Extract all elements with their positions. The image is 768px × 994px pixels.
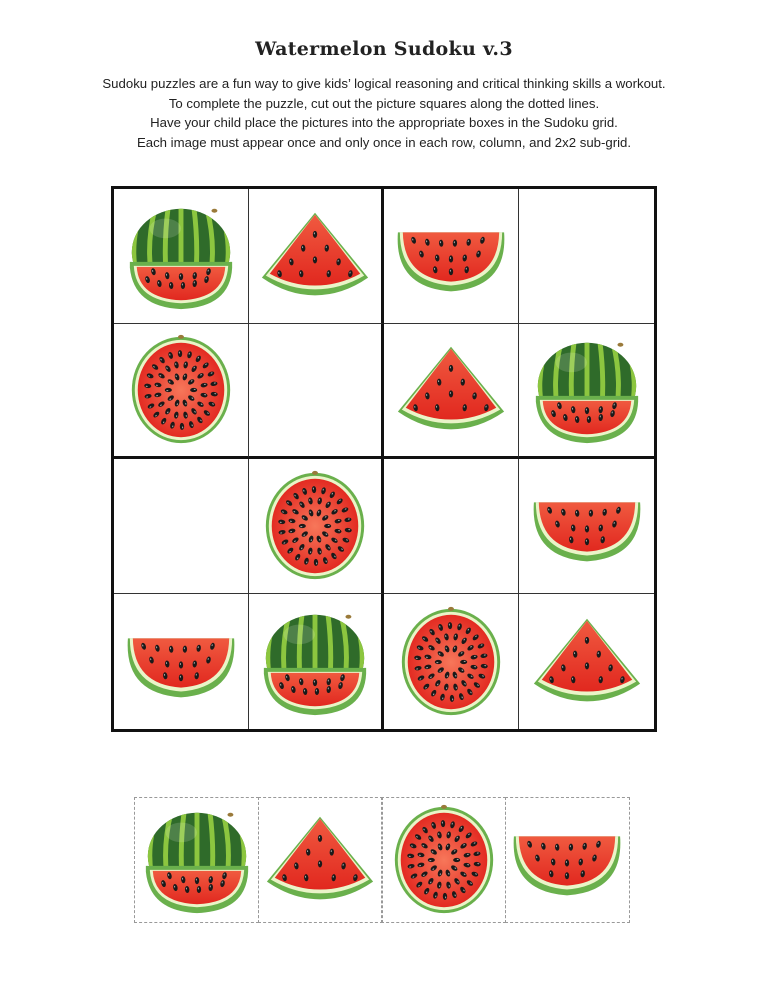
cutout-square-1[interactable]: [134, 797, 259, 923]
grid-cell-r4c3: [384, 594, 519, 729]
empty-grid-cell-r2c2[interactable]: [249, 324, 384, 459]
grid-cell-r1c1: [114, 189, 249, 324]
instruction-line-2: To complete the puzzle, cut out the picture squares along the dotted lines.: [168, 95, 600, 111]
instructions: [0, 74, 768, 152]
empty-grid-cell-r3c3[interactable]: [384, 459, 519, 594]
grid-cell-r2c4: [519, 324, 654, 459]
instruction-line-1: Sudoku puzzles are a fun way to give kids’ logical reasoning and critical thinking skills a workout.: [102, 76, 666, 91]
instruction-line-4: Each image must appear once and only once in each row, column, and 2x2 sub-grid.: [136, 134, 632, 150]
watermelon-round-slice-icon: [256, 467, 374, 585]
grid-cell-r3c2: [249, 459, 384, 594]
watermelon-half-slice-icon: [122, 603, 240, 721]
cutout-square-4[interactable]: [505, 797, 630, 923]
watermelon-round-slice-icon: [392, 603, 510, 721]
grid-cell-r2c1: [114, 324, 249, 459]
watermelon-round-slice-icon: [122, 331, 240, 449]
grid-cell-r1c2: [249, 189, 384, 324]
grid-cell-r4c4: [519, 594, 654, 729]
whole-watermelon-with-slice-icon: [138, 801, 256, 919]
watermelon-round-slice-icon: [385, 801, 503, 919]
grid-cell-r3c4: [519, 459, 654, 594]
sudoku-grid: [111, 186, 657, 732]
watermelon-wedge-icon: [392, 331, 510, 449]
whole-watermelon-with-slice-icon: [528, 331, 646, 449]
watermelon-half-slice-icon: [508, 801, 626, 919]
watermelon-wedge-icon: [256, 197, 374, 315]
cutout-strip: [134, 797, 634, 923]
empty-grid-cell-r1c4[interactable]: [519, 189, 654, 324]
empty-grid-cell-r3c1[interactable]: [114, 459, 249, 594]
cutout-square-2[interactable]: [258, 797, 383, 923]
grid-cell-r4c2: [249, 594, 384, 729]
whole-watermelon-with-slice-icon: [122, 197, 240, 315]
cutout-square-3[interactable]: [381, 797, 506, 923]
watermelon-wedge-icon: [528, 603, 646, 721]
whole-watermelon-with-slice-icon: [256, 603, 374, 721]
watermelon-wedge-icon: [261, 801, 379, 919]
grid-cell-r2c3: [384, 324, 519, 459]
grid-cell-r1c3: [384, 189, 519, 324]
page-title: Watermelon Sudoku v.3: [255, 38, 513, 60]
watermelon-half-slice-icon: [528, 467, 646, 585]
watermelon-half-slice-icon: [392, 197, 510, 315]
grid-cell-r4c1: [114, 594, 249, 729]
instruction-line-3: Have your child place the pictures into the appropriate boxes in the Sudoku grid.: [150, 115, 618, 130]
